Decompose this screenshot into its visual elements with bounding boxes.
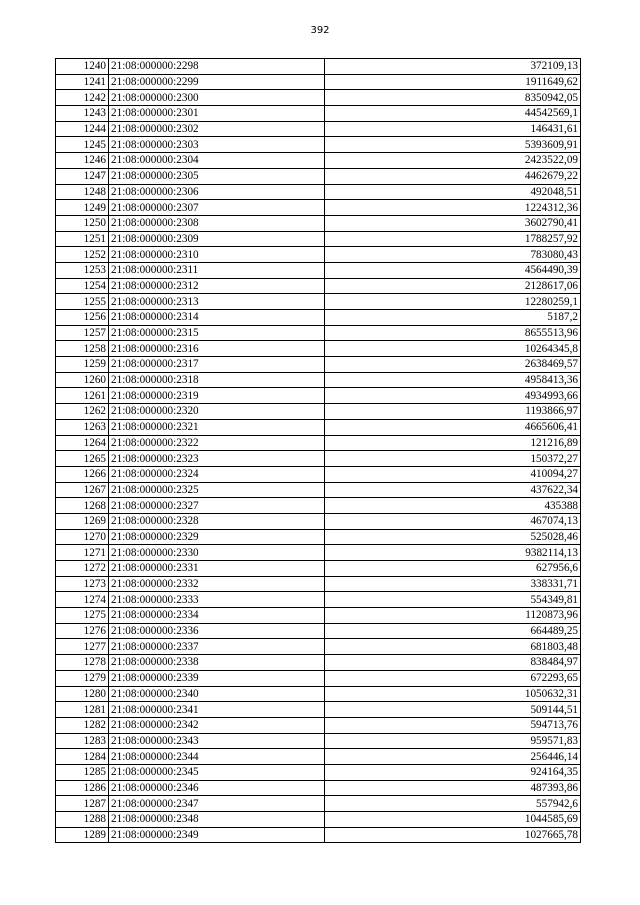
cadastral-value-cell: 4564490,39 <box>325 262 581 278</box>
row-number-cell: 1261 <box>56 388 109 404</box>
table-row <box>56 498 581 514</box>
cadastral-number-cell: 21:08:000000:2327 <box>109 498 325 514</box>
table-row <box>56 215 581 231</box>
cadastral-number-cell: 21:08:000000:2321 <box>109 419 325 435</box>
cadastral-value-cell: 557942,6 <box>325 796 581 812</box>
table-row <box>56 310 581 326</box>
row-number-cell: 1279 <box>56 670 109 686</box>
cadastral-number-cell: 21:08:000000:2322 <box>109 435 325 451</box>
row-number-cell: 1242 <box>56 90 109 106</box>
row-number-cell: 1254 <box>56 278 109 294</box>
row-number-cell: 1269 <box>56 513 109 529</box>
cadastral-number-cell: 21:08:000000:2319 <box>109 388 325 404</box>
row-number-cell: 1249 <box>56 200 109 216</box>
page-number: 392 <box>310 25 330 36</box>
cadastral-number-cell: 21:08:000000:2320 <box>109 404 325 420</box>
row-number-cell: 1258 <box>56 341 109 357</box>
cadastral-value-cell: 1193866,97 <box>325 404 581 420</box>
cadastral-value-cell: 664489,25 <box>325 623 581 639</box>
cadastral-value-cell: 838484,97 <box>325 655 581 671</box>
table-body <box>56 59 581 843</box>
cadastral-number-cell: 21:08:000000:2343 <box>109 733 325 749</box>
cadastral-value-cell: 487393,86 <box>325 780 581 796</box>
cadastral-number-cell: 21:08:000000:2308 <box>109 215 325 231</box>
cadastral-number-cell: 21:08:000000:2337 <box>109 639 325 655</box>
row-number-cell: 1270 <box>56 529 109 545</box>
row-number-cell: 1240 <box>56 59 109 75</box>
row-number-cell: 1282 <box>56 717 109 733</box>
cadastral-number-cell: 21:08:000000:2314 <box>109 310 325 326</box>
table-row <box>56 74 581 90</box>
cadastral-number-cell: 21:08:000000:2300 <box>109 90 325 106</box>
cadastral-number-cell: 21:08:000000:2349 <box>109 827 325 843</box>
row-number-cell: 1257 <box>56 325 109 341</box>
row-number-cell: 1271 <box>56 545 109 561</box>
row-number-cell: 1288 <box>56 812 109 828</box>
row-number-cell: 1259 <box>56 357 109 373</box>
table-row <box>56 780 581 796</box>
table-row <box>56 827 581 843</box>
cadastral-value-cell: 681803,48 <box>325 639 581 655</box>
table-row <box>56 59 581 75</box>
table-row <box>56 137 581 153</box>
cadastral-number-cell: 21:08:000000:2331 <box>109 561 325 577</box>
row-number-cell: 1276 <box>56 623 109 639</box>
table-row <box>56 325 581 341</box>
cadastral-number-cell: 21:08:000000:2301 <box>109 106 325 122</box>
table-row <box>56 592 581 608</box>
table-row <box>56 451 581 467</box>
cadastral-number-cell: 21:08:000000:2299 <box>109 74 325 90</box>
cadastral-number-cell: 21:08:000000:2325 <box>109 482 325 498</box>
table-row <box>56 749 581 765</box>
cadastral-value-cell: 924164,35 <box>325 764 581 780</box>
cadastral-value-cell: 672293,65 <box>325 670 581 686</box>
cadastral-value-cell: 1120873,96 <box>325 608 581 624</box>
table-row <box>56 106 581 122</box>
cadastral-number-cell: 21:08:000000:2341 <box>109 702 325 718</box>
cadastral-value-cell: 467074,13 <box>325 513 581 529</box>
row-number-cell: 1286 <box>56 780 109 796</box>
table-row <box>56 294 581 310</box>
row-number-cell: 1272 <box>56 561 109 577</box>
row-number-cell: 1245 <box>56 137 109 153</box>
table-row <box>56 608 581 624</box>
table-row <box>56 435 581 451</box>
table-row <box>56 419 581 435</box>
table-row <box>56 278 581 294</box>
table-row <box>56 529 581 545</box>
table-row <box>56 466 581 482</box>
cadastral-number-cell: 21:08:000000:2311 <box>109 262 325 278</box>
cadastral-value-cell: 554349,81 <box>325 592 581 608</box>
cadastral-number-cell: 21:08:000000:2304 <box>109 153 325 169</box>
row-number-cell: 1243 <box>56 106 109 122</box>
cadastral-value-cell: 437622,34 <box>325 482 581 498</box>
table-row <box>56 262 581 278</box>
table-row <box>56 482 581 498</box>
cadastral-number-cell: 21:08:000000:2315 <box>109 325 325 341</box>
table-row <box>56 341 581 357</box>
cadastral-number-cell: 21:08:000000:2340 <box>109 686 325 702</box>
cadastral-value-cell: 1027665,78 <box>325 827 581 843</box>
row-number-cell: 1250 <box>56 215 109 231</box>
cadastral-number-cell: 21:08:000000:2306 <box>109 184 325 200</box>
row-number-cell: 1284 <box>56 749 109 765</box>
cadastral-value-cell: 1224312,36 <box>325 200 581 216</box>
cadastral-number-cell: 21:08:000000:2309 <box>109 231 325 247</box>
row-number-cell: 1244 <box>56 121 109 137</box>
row-number-cell: 1262 <box>56 404 109 420</box>
cadastral-value-cell: 959571,83 <box>325 733 581 749</box>
row-number-cell: 1263 <box>56 419 109 435</box>
cadastral-number-cell: 21:08:000000:2329 <box>109 529 325 545</box>
row-number-cell: 1283 <box>56 733 109 749</box>
table-row <box>56 168 581 184</box>
table-row <box>56 153 581 169</box>
cadastral-value-cell: 5393609,91 <box>325 137 581 153</box>
cadastral-value-cell: 4934993,66 <box>325 388 581 404</box>
cadastral-number-cell: 21:08:000000:2312 <box>109 278 325 294</box>
cadastral-number-cell: 21:08:000000:2307 <box>109 200 325 216</box>
row-number-cell: 1253 <box>56 262 109 278</box>
row-number-cell: 1266 <box>56 466 109 482</box>
row-number-cell: 1247 <box>56 168 109 184</box>
cadastral-value-cell: 2638469,57 <box>325 357 581 373</box>
cadastral-number-cell: 21:08:000000:2316 <box>109 341 325 357</box>
cadastral-number-cell: 21:08:000000:2298 <box>109 59 325 75</box>
table-row <box>56 513 581 529</box>
cadastral-value-cell: 9382114,13 <box>325 545 581 561</box>
cadastral-number-cell: 21:08:000000:2310 <box>109 247 325 263</box>
table-row <box>56 717 581 733</box>
row-number-cell: 1260 <box>56 372 109 388</box>
table-row <box>56 812 581 828</box>
table-row <box>56 121 581 137</box>
table-row <box>56 247 581 263</box>
row-number-cell: 1268 <box>56 498 109 514</box>
row-number-cell: 1265 <box>56 451 109 467</box>
cadastral-number-cell: 21:08:000000:2342 <box>109 717 325 733</box>
table-row <box>56 545 581 561</box>
cadastral-value-cell: 12280259,1 <box>325 294 581 310</box>
cadastral-number-cell: 21:08:000000:2348 <box>109 812 325 828</box>
cadastral-number-cell: 21:08:000000:2305 <box>109 168 325 184</box>
cadastral-value-cell: 44542569,1 <box>325 106 581 122</box>
row-number-cell: 1251 <box>56 231 109 247</box>
row-number-cell: 1275 <box>56 608 109 624</box>
cadastral-value-cell: 1044585,69 <box>325 812 581 828</box>
table-row <box>56 623 581 639</box>
table-row <box>56 231 581 247</box>
cadastral-number-cell: 21:08:000000:2338 <box>109 655 325 671</box>
cadastral-number-cell: 21:08:000000:2318 <box>109 372 325 388</box>
cadastral-value-cell: 2423522,09 <box>325 153 581 169</box>
cadastral-value-cell: 2128617,06 <box>325 278 581 294</box>
cadastral-value-cell: 3602790,41 <box>325 215 581 231</box>
cadastral-number-cell: 21:08:000000:2336 <box>109 623 325 639</box>
cadastral-value-cell: 509144,51 <box>325 702 581 718</box>
row-number-cell: 1264 <box>56 435 109 451</box>
cadastral-value-cell: 410094,27 <box>325 466 581 482</box>
cadastral-number-cell: 21:08:000000:2333 <box>109 592 325 608</box>
cadastral-number-cell: 21:08:000000:2330 <box>109 545 325 561</box>
cadastral-number-cell: 21:08:000000:2328 <box>109 513 325 529</box>
row-number-cell: 1274 <box>56 592 109 608</box>
cadastral-number-cell: 21:08:000000:2347 <box>109 796 325 812</box>
cadastral-value-cell: 525028,46 <box>325 529 581 545</box>
cadastral-value-cell: 783080,43 <box>325 247 581 263</box>
cadastral-value-cell: 1911649,62 <box>325 74 581 90</box>
table-row <box>56 639 581 655</box>
row-number-cell: 1255 <box>56 294 109 310</box>
cadastral-value-cell: 4958413,36 <box>325 372 581 388</box>
cadastral-value-cell: 8655513,96 <box>325 325 581 341</box>
cadastral-value-cell: 594713,76 <box>325 717 581 733</box>
cadastral-value-cell: 492048,51 <box>325 184 581 200</box>
row-number-cell: 1246 <box>56 153 109 169</box>
row-number-cell: 1287 <box>56 796 109 812</box>
row-number-cell: 1256 <box>56 310 109 326</box>
cadastral-value-cell: 150372,27 <box>325 451 581 467</box>
cadastral-number-cell: 21:08:000000:2344 <box>109 749 325 765</box>
table-row <box>56 764 581 780</box>
cadastral-value-cell: 4462679,22 <box>325 168 581 184</box>
cadastral-value-cell: 10264345,8 <box>325 341 581 357</box>
cadastral-number-cell: 21:08:000000:2339 <box>109 670 325 686</box>
table-row <box>56 372 581 388</box>
table-row <box>56 184 581 200</box>
cadastral-number-cell: 21:08:000000:2332 <box>109 576 325 592</box>
row-number-cell: 1280 <box>56 686 109 702</box>
cadastral-number-cell: 21:08:000000:2323 <box>109 451 325 467</box>
table-row <box>56 388 581 404</box>
row-number-cell: 1267 <box>56 482 109 498</box>
row-number-cell: 1248 <box>56 184 109 200</box>
cadastral-value-cell: 4665606,41 <box>325 419 581 435</box>
cadastral-number-cell: 21:08:000000:2334 <box>109 608 325 624</box>
cadastral-value-cell: 1788257,92 <box>325 231 581 247</box>
row-number-cell: 1277 <box>56 639 109 655</box>
row-number-cell: 1281 <box>56 702 109 718</box>
row-number-cell: 1289 <box>56 827 109 843</box>
cadastral-number-cell: 21:08:000000:2302 <box>109 121 325 137</box>
cadastral-value-cell: 256446,14 <box>325 749 581 765</box>
cadastral-value-cell: 435388 <box>325 498 581 514</box>
table-row <box>56 733 581 749</box>
cadastral-value-cell: 5187,2 <box>325 310 581 326</box>
table-row <box>56 576 581 592</box>
table-row <box>56 702 581 718</box>
row-number-cell: 1285 <box>56 764 109 780</box>
cadastral-number-cell: 21:08:000000:2345 <box>109 764 325 780</box>
cadastral-number-cell: 21:08:000000:2317 <box>109 357 325 373</box>
table-row <box>56 404 581 420</box>
cadastral-value-cell: 372109,13 <box>325 59 581 75</box>
cadastral-number-cell: 21:08:000000:2313 <box>109 294 325 310</box>
row-number-cell: 1273 <box>56 576 109 592</box>
cadastral-value-cell: 627956,6 <box>325 561 581 577</box>
cadastral-value-cell: 8350942,05 <box>325 90 581 106</box>
cadastral-value-cell: 338331,71 <box>325 576 581 592</box>
row-number-cell: 1278 <box>56 655 109 671</box>
table-row <box>56 90 581 106</box>
table-row <box>56 670 581 686</box>
row-number-cell: 1252 <box>56 247 109 263</box>
cadastral-number-cell: 21:08:000000:2346 <box>109 780 325 796</box>
row-number-cell: 1241 <box>56 74 109 90</box>
table-row <box>56 686 581 702</box>
cadastral-number-cell: 21:08:000000:2303 <box>109 137 325 153</box>
cadastral-value-cell: 121216,89 <box>325 435 581 451</box>
cadastral-value-table <box>55 58 581 843</box>
table-row <box>56 561 581 577</box>
table-row <box>56 357 581 373</box>
table-row <box>56 200 581 216</box>
cadastral-number-cell: 21:08:000000:2324 <box>109 466 325 482</box>
cadastral-value-cell: 1050632,31 <box>325 686 581 702</box>
cadastral-value-cell: 146431,61 <box>325 121 581 137</box>
table-row <box>56 655 581 671</box>
table-row <box>56 796 581 812</box>
